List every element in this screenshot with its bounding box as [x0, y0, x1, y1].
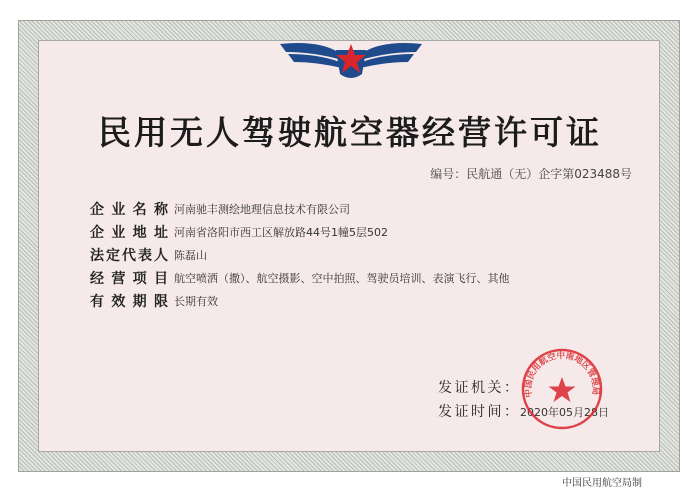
issuer-label: 发证机关：	[438, 380, 518, 396]
certificate-serial-number: 编号：民航通（无）企字第023488号	[430, 167, 632, 181]
field-validity-period	[90, 290, 218, 310]
field-value: 陈磊山	[174, 248, 207, 262]
date-label: 发证时间：	[438, 404, 518, 420]
field-company-address	[90, 221, 388, 241]
field-label: 有效期限	[90, 293, 168, 310]
field-value: 河南省洛阳市西工区解放路44号1幢5层502	[174, 225, 388, 239]
field-value: 航空喷洒（撒）、航空摄影、空中拍照、驾驶员培训、表演飞行、其他	[174, 271, 510, 285]
issuing-authority	[438, 377, 518, 397]
official-seal-icon	[520, 347, 604, 431]
field-value: 长期有效	[174, 294, 218, 308]
wings-star-emblem-icon	[278, 30, 424, 82]
field-label: 经营项目	[90, 270, 168, 287]
seal-text: 中国民用航空中南地区管理局	[523, 351, 601, 398]
date-value: 2020年05月28日	[520, 406, 609, 419]
issuer-footer: 中国民用航空局制	[562, 478, 642, 489]
field-legal-representative	[90, 244, 207, 264]
certificate-title: 民用无人驾驶航空器经营许可证	[98, 113, 602, 152]
field-business-scope	[90, 267, 510, 287]
field-value: 河南驰丰测绘地理信息技术有限公司	[174, 202, 350, 216]
field-company-name	[90, 198, 350, 218]
field-label: 企业地址	[90, 224, 168, 241]
field-label: 企业名称	[90, 201, 168, 218]
field-label: 法定代表人	[90, 247, 168, 264]
